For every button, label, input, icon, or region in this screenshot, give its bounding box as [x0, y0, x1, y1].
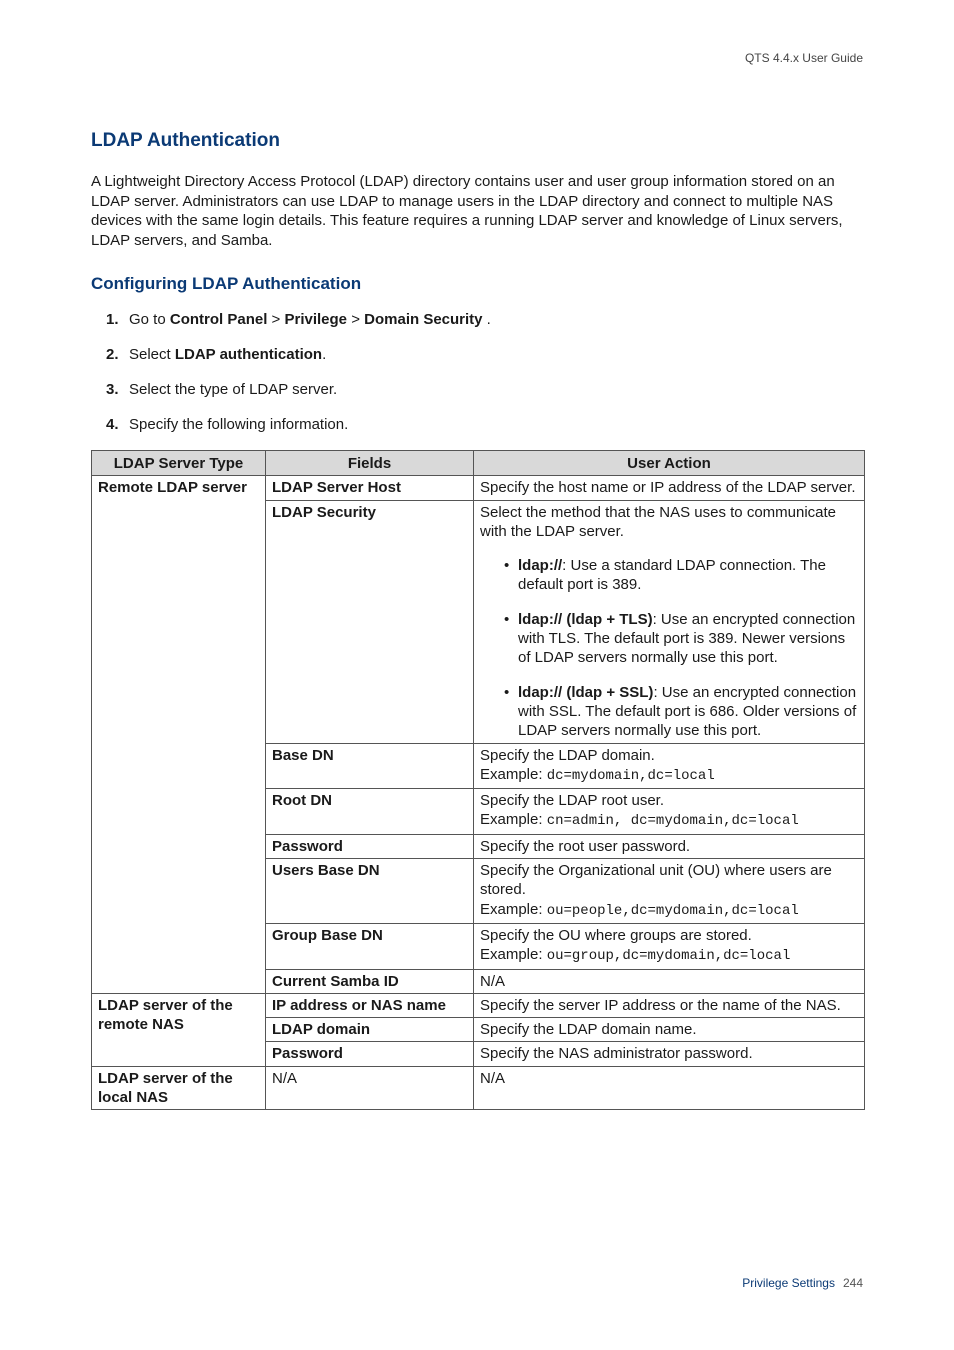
- field-cell: IP address or NAS name: [266, 993, 474, 1017]
- page-content: [91, 130, 864, 1110]
- column-header: Fields: [266, 451, 474, 476]
- bullet-icon: •: [504, 557, 510, 575]
- field-cell: LDAP Security: [266, 500, 474, 743]
- step-number: 1.: [106, 311, 119, 328]
- steps-list: [91, 310, 864, 434]
- action-cell: [474, 500, 865, 743]
- action-cell: Specify the LDAP domain name.: [474, 1018, 865, 1042]
- option-ldap-authentication: LDAP authentication: [174, 346, 323, 363]
- step-2: [91, 345, 864, 364]
- step-4: [91, 415, 864, 434]
- menu-domain-security: Domain Security: [364, 311, 483, 328]
- step-text: Go to Control Panel > Privilege > Domain Security .: [129, 311, 491, 328]
- ldap-settings-table: [91, 450, 865, 1110]
- step-text: Specify the following information.: [129, 416, 349, 433]
- example-code: ou=group,dc=mydomain,dc=local: [546, 948, 791, 965]
- example-code: dc=mydomain,dc=local: [546, 767, 715, 784]
- menu-control-panel: Control Panel: [169, 311, 268, 328]
- server-type-cell: Remote LDAP server: [92, 476, 266, 994]
- step-text: Select the type of LDAP server.: [129, 381, 338, 398]
- page-footer: [742, 1276, 863, 1290]
- action-cell: N/A: [474, 1066, 865, 1110]
- field-cell: Base DN: [266, 743, 474, 789]
- table-header-row: [92, 451, 865, 476]
- field-cell: Users Base DN: [266, 859, 474, 924]
- field-cell: LDAP Server Host: [266, 476, 474, 500]
- action-cell: N/A: [474, 969, 865, 993]
- intro-paragraph: A Lightweight Directory Access Protocol (LDAP) directory contains user and user group information stored on an LDAP server. Administrators can use LDAP to manage users in the LDAP directory and connect to multiple NAS devices with the same login details. This feature requires a running LDAP server and knowledge of Linux servers, LDAP servers, and Samba.: [91, 173, 843, 249]
- subsection-title: Configuring LDAP Authentication: [91, 274, 362, 293]
- table-row: [92, 993, 865, 1017]
- list-item: • ldap:// (ldap + TLS): Use an encrypted connection with TLS. The default port is 389. Newer versions of LDAP servers normally use this port.: [504, 610, 856, 667]
- step-text: Select LDAP authentication.: [129, 346, 327, 363]
- field-cell: Password: [266, 834, 474, 858]
- action-cell: Specify the NAS administrator password.: [474, 1042, 865, 1066]
- document-title: QTS 4.4.x User Guide: [744, 51, 863, 65]
- step-1: [91, 310, 864, 329]
- bullet-icon: •: [504, 610, 510, 628]
- section-title: LDAP Authentication: [91, 130, 280, 151]
- field-cell: Current Samba ID: [266, 969, 474, 993]
- action-cell: Specify the host name or IP address of the LDAP server.: [474, 476, 865, 500]
- table-row: [92, 1066, 865, 1110]
- field-cell: N/A: [266, 1066, 474, 1110]
- step-3: [91, 380, 864, 399]
- action-cell: Specify the server IP address or the name of the NAS.: [474, 993, 865, 1017]
- field-cell: LDAP domain: [266, 1018, 474, 1042]
- step-number: 4.: [106, 416, 119, 433]
- list-item: • ldap://: Use a standard LDAP connection. The default port is 389.: [504, 557, 826, 594]
- action-cell: Specify the OU where groups are stored. Example: ou=group,dc=mydomain,dc=local: [474, 923, 865, 969]
- field-cell: Root DN: [266, 789, 474, 835]
- action-cell: Specify the Organizational unit (OU) where users are stored. Example: ou=people,dc=mydomain,dc=local: [474, 859, 865, 924]
- field-cell: Password: [266, 1042, 474, 1066]
- security-options-list: [480, 556, 858, 740]
- step-number: 3.: [106, 381, 119, 398]
- bullet-icon: •: [504, 683, 510, 701]
- list-item: • ldap:// (ldap + SSL): Use an encrypted connection with SSL. The default port is 686. Older versions of LDAP servers normally use this port.: [504, 683, 857, 740]
- example-code: cn=admin, dc=mydomain,dc=local: [546, 813, 799, 830]
- column-header: LDAP Server Type: [92, 451, 266, 476]
- field-cell: Group Base DN: [266, 923, 474, 969]
- action-cell: Specify the LDAP root user. Example: cn=admin, dc=mydomain,dc=local: [474, 789, 865, 835]
- column-header: User Action: [474, 451, 865, 476]
- table-row: [92, 476, 865, 500]
- example-code: ou=people,dc=mydomain,dc=local: [546, 902, 799, 919]
- page-number: 244: [842, 1276, 863, 1290]
- action-cell: Specify the LDAP domain. Example: dc=mydomain,dc=local: [474, 743, 865, 789]
- server-type-cell: LDAP server of the remote NAS: [92, 993, 266, 1066]
- server-type-cell: LDAP server of the local NAS: [92, 1066, 266, 1110]
- footer-section-link[interactable]: Privilege Settings: [742, 1276, 835, 1290]
- action-cell: Specify the root user password.: [474, 834, 865, 858]
- step-number: 2.: [106, 346, 119, 363]
- action-text: Select the method that the NAS uses to communicate with the LDAP server.: [480, 503, 837, 540]
- menu-privilege: Privilege: [284, 311, 348, 328]
